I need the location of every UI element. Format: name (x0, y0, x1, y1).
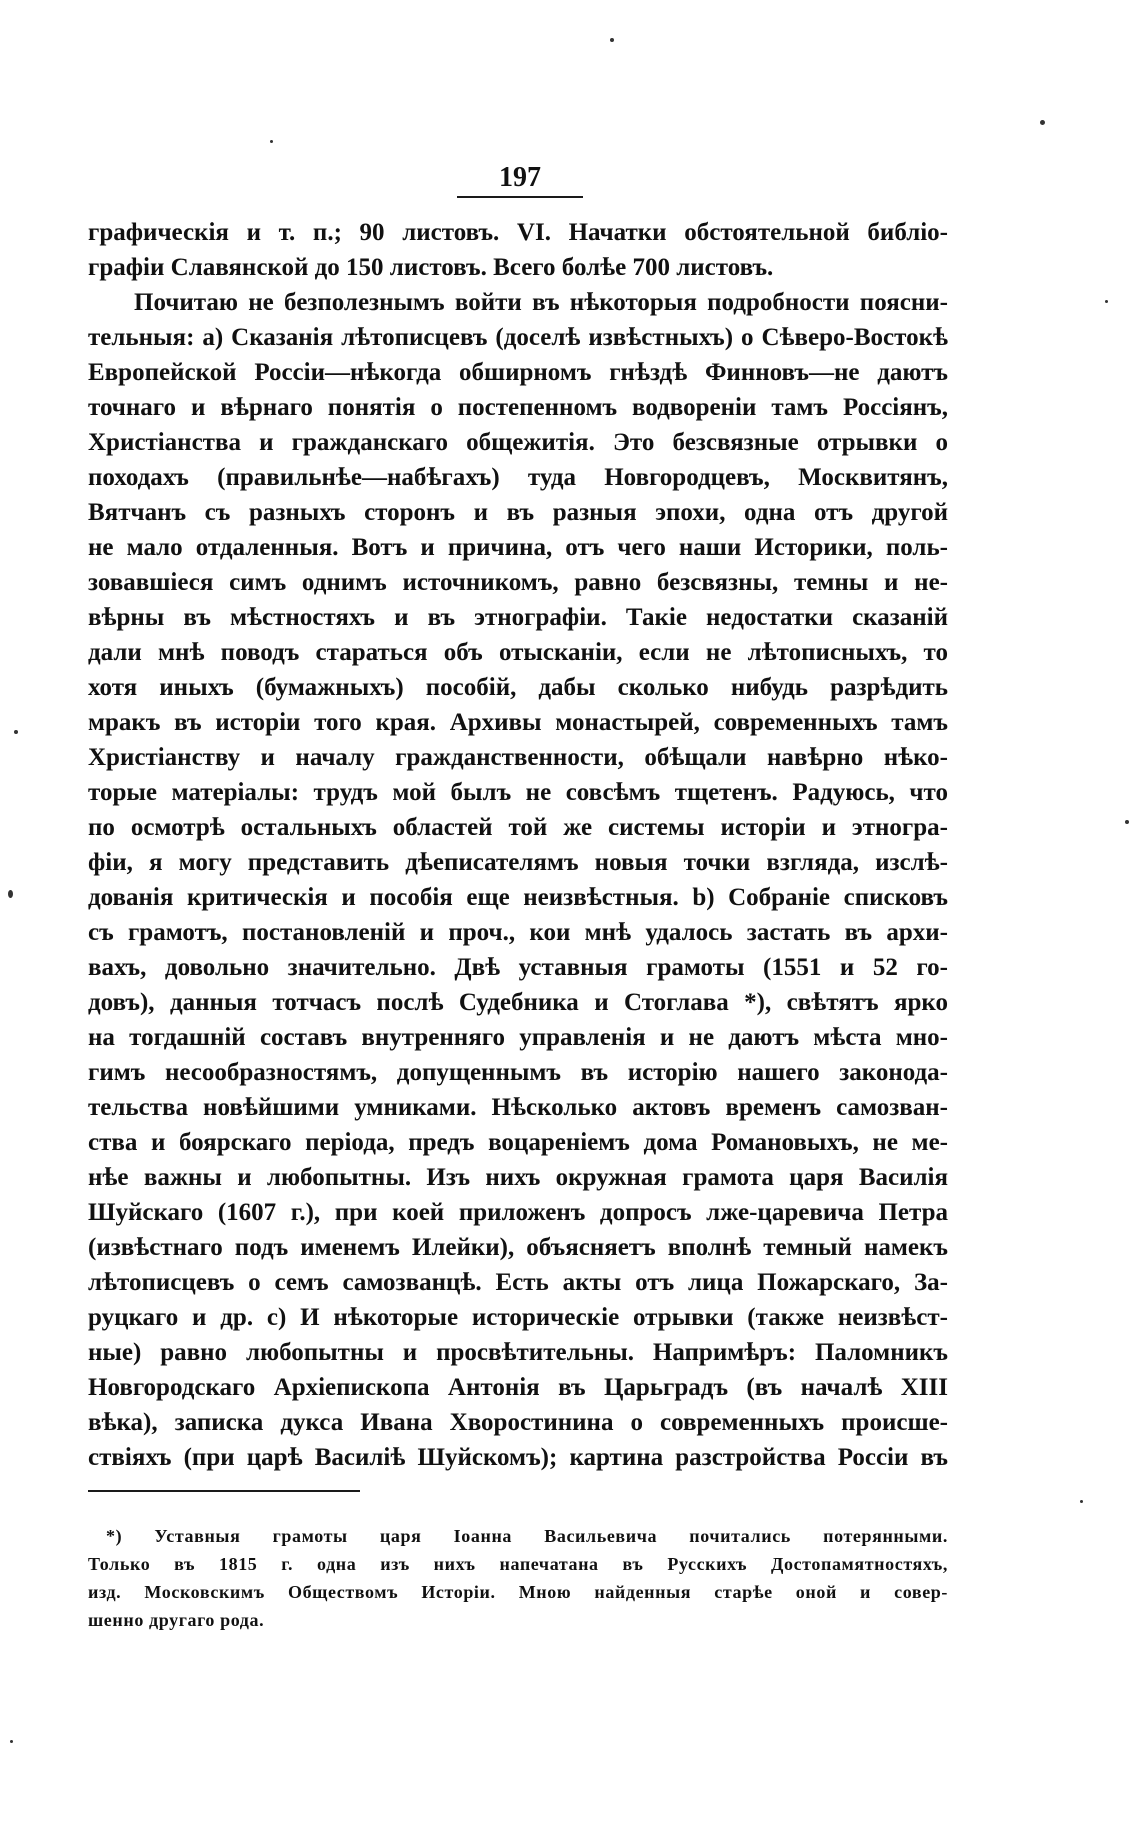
scan-speck (1080, 1500, 1083, 1503)
scan-speck (610, 38, 614, 42)
text-line: тельства новѣйшими умниками. Нѣсколько актовъ временъ самозван- (88, 1094, 948, 1121)
page-number-rule (457, 196, 583, 198)
scan-speck (1040, 120, 1045, 125)
text-line: Европейской Россіи—нѣкогда обширномъ гнѣздѣ Финновъ—не даютъ (88, 359, 948, 386)
text-line: Вятчанъ съ разныхъ сторонъ и въ разныя эпохи, одна отъ другой (88, 499, 948, 526)
text-line: Шуйскаго (1607 г.), при коей приложенъ допросъ лже-царевича Петра (88, 1199, 948, 1226)
text-line: зовавшіеся симъ однимъ источникомъ, равно безсвязны, темны и не- (88, 569, 948, 596)
text-line: гимъ несообразностямъ, допущеннымъ въ исторію нашего законода- (88, 1059, 948, 1086)
text-line: ства и боярскаго періода, предъ воцареніемъ дома Романовыхъ, не ме- (88, 1129, 948, 1156)
text-line: хотя иныхъ (бумажныхъ) пособій, дабы сколько нибудь разрѣдить (88, 674, 948, 701)
footnote-line: Только въ 1815 г. одна изъ нихъ напечатана въ Русскихъ Достопамятностяхъ, (88, 1554, 948, 1574)
footnote-line: *) Уставныя грамоты царя Іоанна Васильевича почитались потерянными. (106, 1526, 948, 1546)
text-line: походахъ (правильнѣе—набѣгахъ) туда Новгородцевъ, Москвитянъ, (88, 464, 948, 491)
text-line: не мало отдаленныя. Вотъ и причина, отъ чего наши Историки, поль- (88, 534, 948, 561)
scan-speck (1105, 300, 1108, 303)
text-line: на тогдашній составъ внутренняго управленія и не даютъ мѣста мно- (88, 1024, 948, 1051)
scan-speck (14, 730, 18, 734)
text-line: графіи Славянской до 150 листовъ. Всего болѣе 700 листовъ. (88, 254, 774, 281)
footnote-line: изд. Московскимъ Обществомъ Исторіи. Мною найденныя старѣе оной и совер- (88, 1582, 948, 1602)
scan-speck (10, 1740, 13, 1743)
text-line: Новгородскаго Архіепископа Антонія въ Царьградъ (въ началѣ XIII (88, 1374, 948, 1401)
text-line: нѣе важны и любопытны. Изъ нихъ окружная грамота царя Василія (88, 1164, 948, 1191)
text-line: ные) равно любопытны и просвѣтительны. Напримѣръ: Паломникъ (88, 1339, 948, 1366)
text-line: по осмотрѣ остальныхъ областей той же системы исторіи и этногра- (88, 814, 948, 841)
text-line: лѣтописцевъ о семъ самозванцѣ. Есть акты отъ лица Пожарскаго, За- (88, 1269, 948, 1296)
footnote-line: шенно другаго рода. (88, 1610, 265, 1630)
footnote (88, 1522, 948, 1634)
text-line: фіи, я могу представить дѣеписателямъ новыя точки взгляда, изслѣ- (88, 849, 948, 876)
text-line: точнаго и вѣрнаго понятія о постепенномъ водвореніи тамъ Россіянъ, (88, 394, 948, 421)
scan-speck (270, 140, 273, 143)
text-line: ствіяхъ (при царѣ Василіѣ Шуйскомъ); картина разстройства Россіи въ (88, 1444, 948, 1471)
scan-speck (8, 890, 13, 898)
text-line: графическія и т. п.; 90 листовъ. VI. Начатки обстоятельной библіо- (88, 219, 948, 246)
text-line: Почитаю не безполезнымъ войти въ нѣкоторыя подробности поясни- (134, 289, 948, 316)
text-line: мракъ въ исторіи того края. Архивы монастырей, современныхъ тамъ (88, 709, 948, 736)
text-line: вѣка), записка дукса Ивана Хворостинина о современныхъ происше- (88, 1409, 948, 1436)
text-line: Христіанству и началу гражданственности, обѣщали навѣрно нѣко- (88, 744, 948, 771)
text-line: вахъ, довольно значительно. Двѣ уставныя грамоты (1551 и 52 го- (88, 954, 948, 981)
text-line: торые матеріалы: трудъ мой былъ не совсѣмъ тщетенъ. Радуюсь, что (88, 779, 948, 806)
text-line: дованія критическія и пособія еще неизвѣстныя. b) Собраніе списковъ (88, 884, 948, 911)
body-text (88, 215, 948, 1475)
text-line: дали мнѣ поводъ стараться объ отысканіи, если не лѣтописныхъ, то (88, 639, 948, 666)
text-line: Христіанства и гражданскаго общежитія. Это безсвязные отрывки о (88, 429, 948, 456)
page-number: 197 (499, 162, 541, 193)
text-line: (извѣстнаго подъ именемъ Илейки), объясняетъ вполнѣ темный намекъ (88, 1234, 948, 1261)
text-line: довъ), данныя тотчасъ послѣ Судебника и Стоглава *), свѣтятъ ярко (88, 989, 948, 1016)
text-line: руцкаго и др. с) И нѣкоторые историческіе отрывки (также неизвѣст- (88, 1304, 948, 1331)
text-line: тельныя: а) Сказанія лѣтописцевъ (доселѣ извѣстныхъ) о Сѣверо-Востокѣ (88, 324, 948, 351)
footnote-rule (88, 1490, 360, 1492)
text-line: съ грамотъ, постановленій и проч., кои мнѣ удалось застать въ архи- (88, 919, 948, 946)
text-line: вѣрны въ мѣстностяхъ и въ этнографіи. Такіе недостатки сказаній (88, 604, 948, 631)
scan-speck (1125, 820, 1129, 824)
